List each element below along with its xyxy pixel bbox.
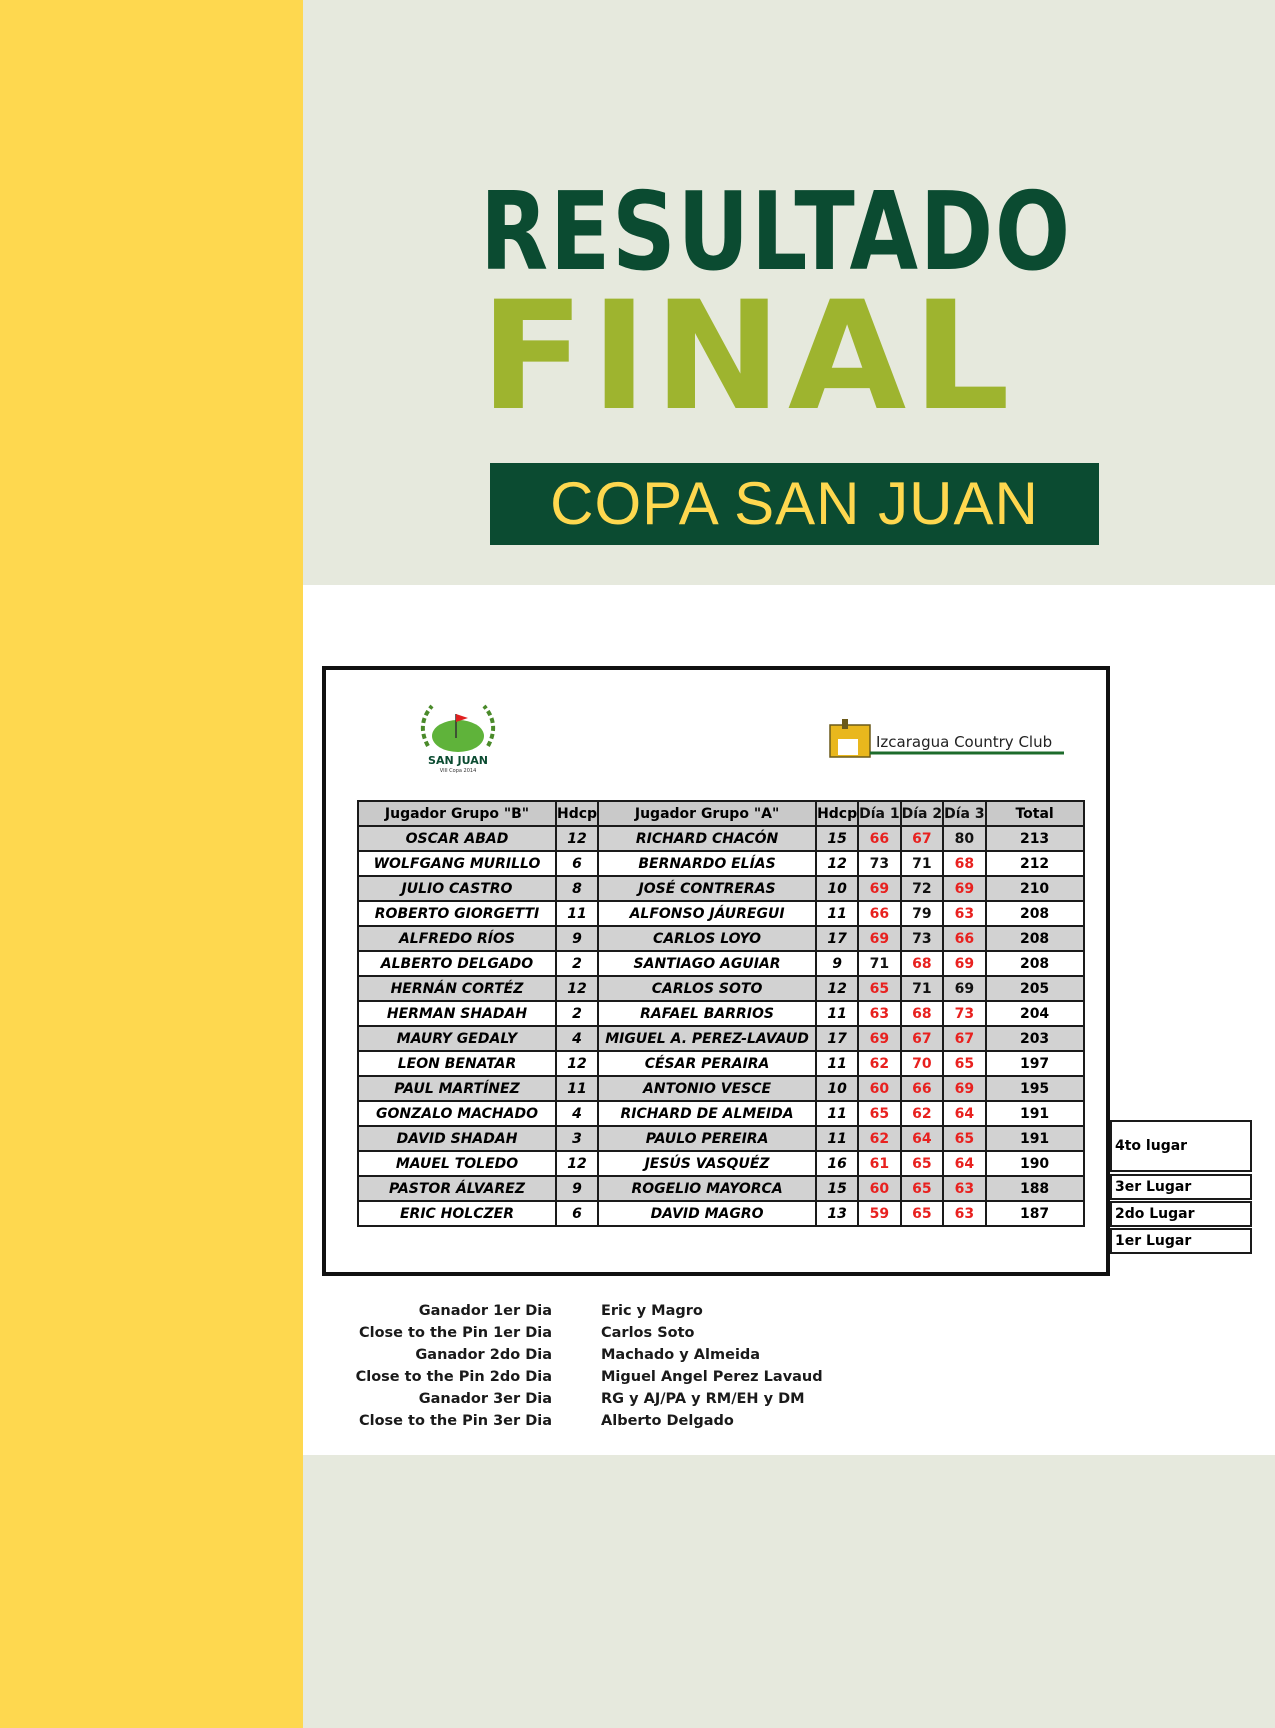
player-a-hdcp: 16 — [816, 1151, 858, 1176]
day-3-score: 73 — [943, 1001, 985, 1026]
player-b-hdcp: 8 — [556, 876, 598, 901]
day-2-score: 71 — [901, 976, 943, 1001]
player-a-hdcp: 10 — [816, 1076, 858, 1101]
player-b-hdcp: 11 — [556, 1076, 598, 1101]
award-winner: Miguel Angel Perez Lavaud — [601, 1369, 823, 1385]
day-2-score: 71 — [901, 851, 943, 876]
player-b-hdcp: 12 — [556, 1151, 598, 1176]
day-1-score: 61 — [858, 1151, 900, 1176]
player-b-name: HERMAN SHADAH — [358, 1001, 556, 1026]
table-row — [358, 1026, 1084, 1051]
player-b-hdcp: 6 — [556, 1201, 598, 1226]
player-a-hdcp: 11 — [816, 1126, 858, 1151]
total-score: 208 — [986, 926, 1084, 951]
day-3-score: 65 — [943, 1126, 985, 1151]
day-3-score: 68 — [943, 851, 985, 876]
player-a-name: CARLOS LOYO — [598, 926, 816, 951]
title-final: FINAL — [480, 270, 1016, 444]
player-b-hdcp: 6 — [556, 851, 598, 876]
total-score: 205 — [986, 976, 1084, 1001]
player-a-name: RAFAEL BARRIOS — [598, 1001, 816, 1026]
player-b-name: ERIC HOLCZER — [358, 1201, 556, 1226]
day-3-score: 69 — [943, 876, 985, 901]
total-score: 191 — [986, 1101, 1084, 1126]
player-b-name: LEON BENATAR — [358, 1051, 556, 1076]
award-label: Close to the Pin 1er Dia — [358, 1325, 552, 1341]
table-row — [358, 1126, 1084, 1151]
day-1-score: 69 — [858, 926, 900, 951]
total-score: 190 — [986, 1151, 1084, 1176]
player-a-hdcp: 15 — [816, 1176, 858, 1201]
day-1-score: 65 — [858, 976, 900, 1001]
table-row — [358, 1051, 1084, 1076]
player-a-hdcp: 10 — [816, 876, 858, 901]
day-2-score: 79 — [901, 901, 943, 926]
player-b-name: JULIO CASTRO — [358, 876, 556, 901]
day-1-score: 63 — [858, 1001, 900, 1026]
day-1-score: 71 — [858, 951, 900, 976]
player-a-name: ANTONIO VESCE — [598, 1076, 816, 1101]
san-juan-logo-subtext: VIII Copa 2014 — [439, 768, 477, 774]
total-score: 197 — [986, 1051, 1084, 1076]
col-header-dia-2: Día 2 — [901, 801, 943, 826]
player-b-hdcp: 12 — [556, 976, 598, 1001]
table-row — [358, 926, 1084, 951]
player-b-name: OSCAR ABAD — [358, 826, 556, 851]
award-winner: Eric y Magro — [601, 1303, 703, 1319]
player-a-hdcp: 11 — [816, 1101, 858, 1126]
day-3-score: 64 — [943, 1151, 985, 1176]
day-1-score: 69 — [858, 1026, 900, 1051]
col-header-dia-3: Día 3 — [943, 801, 985, 826]
table-row — [358, 1001, 1084, 1026]
day-3-score: 63 — [943, 1176, 985, 1201]
player-a-hdcp: 12 — [816, 851, 858, 876]
player-b-name: PASTOR ÁLVAREZ — [358, 1176, 556, 1201]
award-winner: Alberto Delgado — [601, 1413, 734, 1429]
player-b-name: ALBERTO DELGADO — [358, 951, 556, 976]
day-3-score: 69 — [943, 951, 985, 976]
total-score: 208 — [986, 901, 1084, 926]
player-a-name: ROGELIO MAYORCA — [598, 1176, 816, 1201]
player-a-name: RICHARD CHACÓN — [598, 826, 816, 851]
total-score: 210 — [986, 876, 1084, 901]
izcaragua-logo — [828, 717, 1068, 765]
day-1-score: 60 — [858, 1076, 900, 1101]
player-a-name: MIGUEL A. PEREZ-LAVAUD — [598, 1026, 816, 1051]
day-1-score: 60 — [858, 1176, 900, 1201]
day-2-score: 70 — [901, 1051, 943, 1076]
col-header-hdcp-b: Hdcp — [556, 801, 598, 826]
total-score: 187 — [986, 1201, 1084, 1226]
day-3-score: 67 — [943, 1026, 985, 1051]
player-b-hdcp: 2 — [556, 951, 598, 976]
award-winner: Carlos Soto — [601, 1325, 695, 1341]
player-b-name: PAUL MARTÍNEZ — [358, 1076, 556, 1101]
san-juan-logo — [410, 694, 506, 774]
day-2-score: 68 — [901, 951, 943, 976]
player-a-name: CARLOS SOTO — [598, 976, 816, 1001]
place-label: 2do Lugar — [1110, 1201, 1252, 1227]
day-2-score: 65 — [901, 1201, 943, 1226]
player-b-hdcp: 12 — [556, 1051, 598, 1076]
player-b-hdcp: 4 — [556, 1026, 598, 1051]
results-table — [357, 800, 1085, 1227]
award-label: Ganador 3er Dia — [418, 1391, 552, 1407]
day-3-score: 66 — [943, 926, 985, 951]
player-b-name: ROBERTO GIORGETTI — [358, 901, 556, 926]
col-header-dia-1: Día 1 — [858, 801, 900, 826]
table-header-row — [358, 801, 1084, 826]
award-label: Close to the Pin 2do Dia — [355, 1369, 552, 1385]
table-row — [358, 1176, 1084, 1201]
player-b-hdcp: 11 — [556, 901, 598, 926]
player-b-name: WOLFGANG MURILLO — [358, 851, 556, 876]
table-row — [358, 1101, 1084, 1126]
place-label: 4to lugar — [1110, 1120, 1252, 1172]
award-winner: Machado y Almeida — [601, 1347, 761, 1363]
day-2-score: 67 — [901, 1026, 943, 1051]
day-3-score: 63 — [943, 901, 985, 926]
player-a-name: PAULO PEREIRA — [598, 1126, 816, 1151]
table-row — [358, 1151, 1084, 1176]
total-score: 213 — [986, 826, 1084, 851]
day-2-score: 72 — [901, 876, 943, 901]
award-label: Close to the Pin 3er Dia — [358, 1413, 552, 1429]
day-3-score: 69 — [943, 976, 985, 1001]
day-1-score: 59 — [858, 1201, 900, 1226]
player-a-name: DAVID MAGRO — [598, 1201, 816, 1226]
table-row — [358, 976, 1084, 1001]
player-a-name: SANTIAGO AGUIAR — [598, 951, 816, 976]
player-a-hdcp: 17 — [816, 926, 858, 951]
subtitle-banner — [490, 463, 1099, 545]
san-juan-logo-text: SAN JUAN — [428, 754, 488, 767]
player-b-name: MAUEL TOLEDO — [358, 1151, 556, 1176]
day-1-score: 62 — [858, 1051, 900, 1076]
total-score: 204 — [986, 1001, 1084, 1026]
izcaragua-logo-text: Izcaragua Country Club — [876, 733, 1053, 751]
day-2-score: 65 — [901, 1151, 943, 1176]
table-row — [358, 1201, 1084, 1226]
total-score: 212 — [986, 851, 1084, 876]
day-1-score: 66 — [858, 826, 900, 851]
table-row — [358, 901, 1084, 926]
total-score: 195 — [986, 1076, 1084, 1101]
player-b-name: MAURY GEDALY — [358, 1026, 556, 1051]
table-row — [358, 826, 1084, 851]
player-a-hdcp: 17 — [816, 1026, 858, 1051]
day-1-score: 69 — [858, 876, 900, 901]
player-a-name: JOSÉ CONTRERAS — [598, 876, 816, 901]
day-3-score: 64 — [943, 1101, 985, 1126]
day-2-score: 64 — [901, 1126, 943, 1151]
award-winner: RG y AJ/PA y RM/EH y DM — [601, 1391, 805, 1407]
table-row — [358, 851, 1084, 876]
table-row — [358, 1076, 1084, 1101]
player-b-name: DAVID SHADAH — [358, 1126, 556, 1151]
player-a-name: RICHARD DE ALMEIDA — [598, 1101, 816, 1126]
yellow-side-bar — [0, 0, 303, 1728]
day-2-score: 66 — [901, 1076, 943, 1101]
total-score: 203 — [986, 1026, 1084, 1051]
total-score: 191 — [986, 1126, 1084, 1151]
day-3-score: 63 — [943, 1201, 985, 1226]
day-2-score: 68 — [901, 1001, 943, 1026]
day-3-score: 80 — [943, 826, 985, 851]
player-a-name: JESÚS VASQUÉZ — [598, 1151, 816, 1176]
player-b-name: GONZALO MACHADO — [358, 1101, 556, 1126]
player-a-name: CÉSAR PERAIRA — [598, 1051, 816, 1076]
col-header-grupo-b: Jugador Grupo "B" — [358, 801, 556, 826]
player-b-name: HERNÁN CORTÉZ — [358, 976, 556, 1001]
table-body — [358, 826, 1084, 1226]
player-b-hdcp: 9 — [556, 1176, 598, 1201]
col-header-hdcp-a: Hdcp — [816, 801, 858, 826]
player-a-hdcp: 11 — [816, 1051, 858, 1076]
day-2-score: 65 — [901, 1176, 943, 1201]
day-2-score: 62 — [901, 1101, 943, 1126]
player-a-hdcp: 11 — [816, 901, 858, 926]
player-a-hdcp: 9 — [816, 951, 858, 976]
day-1-score: 66 — [858, 901, 900, 926]
award-label: Ganador 1er Dia — [418, 1303, 552, 1319]
player-b-hdcp: 9 — [556, 926, 598, 951]
col-header-grupo-a: Jugador Grupo "A" — [598, 801, 816, 826]
award-label: Ganador 2do Dia — [415, 1347, 552, 1363]
place-label: 1er Lugar — [1110, 1228, 1252, 1254]
total-score: 208 — [986, 951, 1084, 976]
day-2-score: 67 — [901, 826, 943, 851]
place-label: 3er Lugar — [1110, 1174, 1252, 1200]
col-header-total: Total — [986, 801, 1084, 826]
player-a-hdcp: 12 — [816, 976, 858, 1001]
day-1-score: 65 — [858, 1101, 900, 1126]
player-b-hdcp: 12 — [556, 826, 598, 851]
player-a-name: ALFONSO JÁUREGUI — [598, 901, 816, 926]
player-a-name: BERNARDO ELÍAS — [598, 851, 816, 876]
day-3-score: 65 — [943, 1051, 985, 1076]
total-score: 188 — [986, 1176, 1084, 1201]
day-1-score: 73 — [858, 851, 900, 876]
table-row — [358, 876, 1084, 901]
table-row — [358, 951, 1084, 976]
title-resultado: RESULTADO — [480, 170, 1072, 295]
player-b-name: ALFREDO RÍOS — [358, 926, 556, 951]
player-b-hdcp: 4 — [556, 1101, 598, 1126]
player-b-hdcp: 2 — [556, 1001, 598, 1026]
day-3-score: 69 — [943, 1076, 985, 1101]
player-b-hdcp: 3 — [556, 1126, 598, 1151]
player-a-hdcp: 13 — [816, 1201, 858, 1226]
day-2-score: 73 — [901, 926, 943, 951]
player-a-hdcp: 15 — [816, 826, 858, 851]
player-a-hdcp: 11 — [816, 1001, 858, 1026]
subtitle-copa-san-juan: COPA SAN JUAN — [550, 470, 1039, 537]
day-1-score: 62 — [858, 1126, 900, 1151]
